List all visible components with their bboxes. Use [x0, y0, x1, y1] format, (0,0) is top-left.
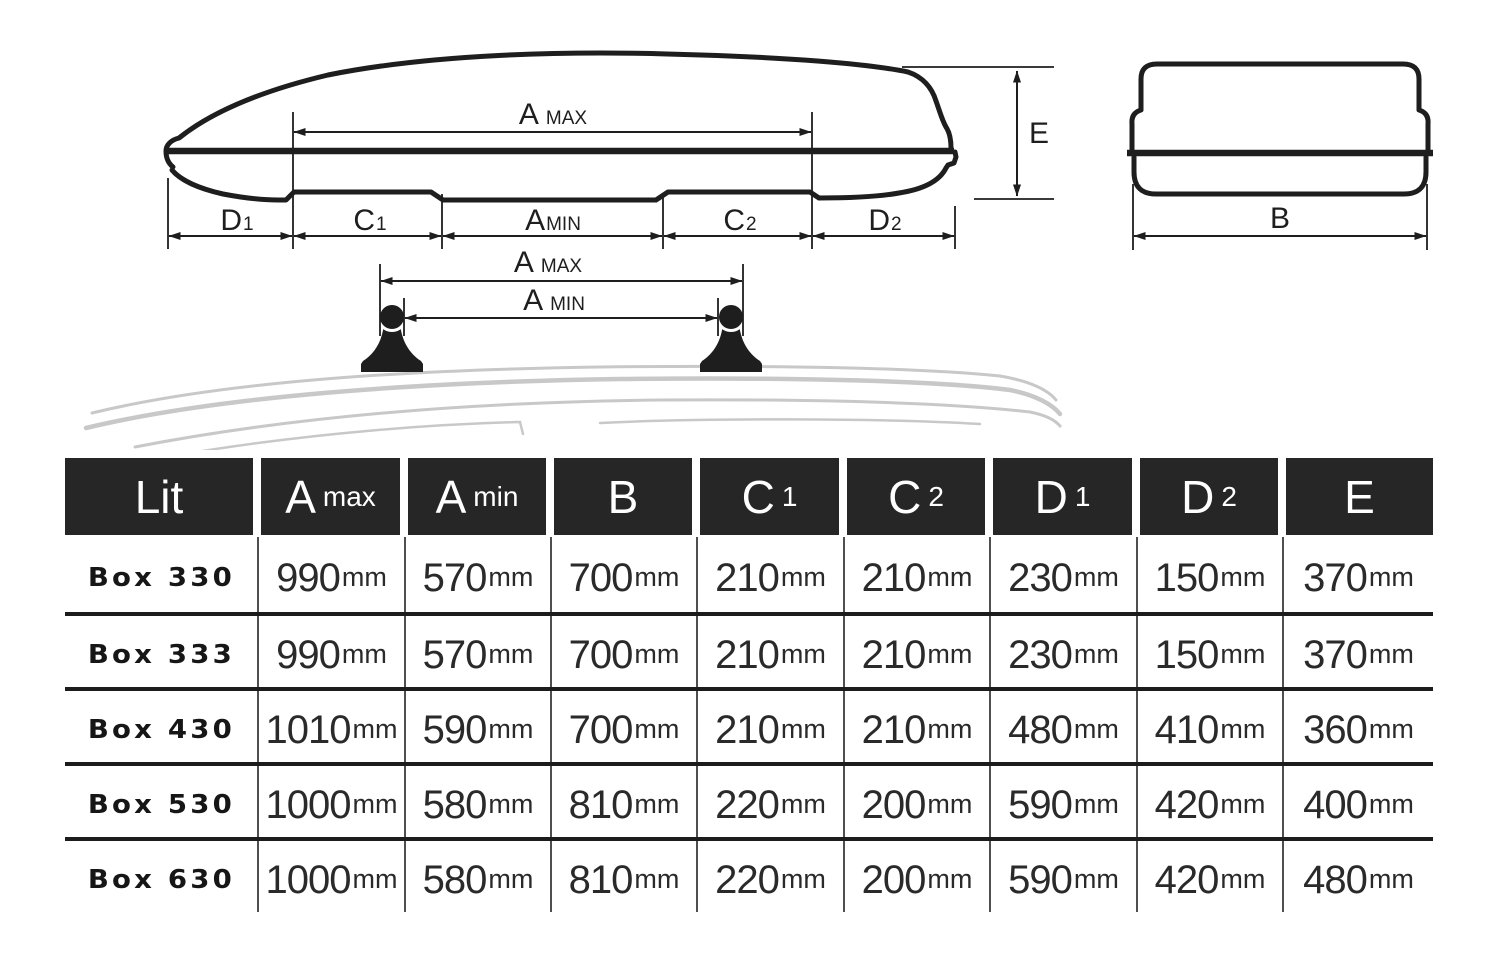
label-a-max-mount: AMAX [513, 246, 583, 279]
value-cell: 370 mm [1282, 616, 1433, 687]
col-header-e [1286, 458, 1433, 535]
value-cell: 700 mm [550, 537, 696, 612]
col-header-d2: D 2 [1140, 458, 1278, 535]
model-cell: Box 630 [87, 864, 235, 895]
header-label: D [1181, 470, 1215, 523]
header-label: A [435, 470, 467, 523]
value-cell: 210 mm [843, 537, 989, 612]
value-cell: 480 mm [989, 691, 1136, 762]
header-label: Lit [134, 470, 184, 523]
label-d1: D1 [220, 204, 254, 237]
value-cell: 810 mm [550, 766, 696, 837]
right-foot-knob [718, 304, 745, 331]
header-label: B [607, 470, 639, 523]
value-cell: 200 mm [843, 841, 989, 912]
value-cell: 230 mm [989, 537, 1136, 612]
value-cell: 420 mm [1136, 841, 1282, 912]
roof-panel-left-line [190, 422, 523, 450]
label-d2: D2 [868, 204, 902, 237]
table-body [65, 537, 1433, 912]
model-cell: Box 333 [87, 639, 235, 670]
table-row [65, 687, 1433, 762]
value-cell: 570 mm [404, 537, 550, 612]
col-header-a-max: A max [261, 458, 400, 535]
model-cell: Box 330 [87, 562, 235, 593]
header-label: C [741, 470, 775, 523]
value-cell: 810 mm [550, 841, 696, 912]
label-a-max-side: AMAX [518, 98, 588, 131]
value-cell: 590 mm [404, 691, 550, 762]
value-cell: 150 mm [1136, 537, 1282, 612]
value-cell: 1010 mm [257, 691, 404, 762]
value-cell: 1000 mm [257, 841, 404, 912]
value-cell: 230 mm [989, 616, 1136, 687]
roofbox-front-view [1127, 64, 1433, 194]
value-cell: 580 mm [404, 841, 550, 912]
col-header-c1: C 1 [700, 458, 839, 535]
label-b: B [1269, 202, 1291, 235]
value-cell: 220 mm [696, 766, 843, 837]
mount-dimensions [380, 246, 743, 336]
col-header-a-min: A min [408, 458, 546, 535]
value-cell: 590 mm [989, 841, 1136, 912]
value-cell: 700 mm [550, 616, 696, 687]
col-header-d1: D 1 [993, 458, 1132, 535]
value-cell: 220 mm [696, 841, 843, 912]
value-cell: 360 mm [1282, 691, 1433, 762]
table-row [65, 762, 1433, 837]
value-cell: 210 mm [843, 691, 989, 762]
label-e: E [1029, 117, 1050, 150]
value-cell: 990 mm [257, 616, 404, 687]
label-a-min-chain: AMIN [525, 204, 581, 237]
value-cell: 420 mm [1136, 766, 1282, 837]
table-row [65, 837, 1433, 912]
value-cell: 400 mm [1282, 766, 1433, 837]
value-cell: 590 mm [989, 766, 1136, 837]
value-cell: 210 mm [696, 691, 843, 762]
label-a-min-mount: AMIN [523, 284, 585, 317]
value-cell: 210 mm [696, 616, 843, 687]
table-row [65, 612, 1433, 687]
model-cell: Box 430 [87, 714, 235, 745]
value-cell: 150 mm [1136, 616, 1282, 687]
value-cell: 990 mm [257, 537, 404, 612]
col-header-b [554, 458, 692, 535]
left-foot-knob [379, 304, 406, 331]
value-cell: 370 mm [1282, 537, 1433, 612]
header-label: E [1344, 470, 1375, 523]
value-cell: 200 mm [843, 766, 989, 837]
value-cell: 480 mm [1282, 841, 1433, 912]
value-cell: 700 mm [550, 691, 696, 762]
value-cell: 410 mm [1136, 691, 1282, 762]
header-label: C [888, 470, 922, 523]
side-view-bottom-outline [172, 152, 956, 200]
value-cell: 580 mm [404, 766, 550, 837]
roof-panel-mid-line [600, 419, 980, 424]
front-view-lid-outline [1132, 64, 1428, 150]
value-cell: 210 mm [843, 616, 989, 687]
label-c1: C1 [353, 204, 387, 237]
label-c2: C2 [723, 204, 757, 237]
front-view-base-outline [1134, 157, 1426, 194]
col-header-c2: C 2 [847, 458, 985, 535]
model-cell: Box 530 [87, 789, 235, 820]
spec-table [65, 458, 1433, 912]
value-cell: 570 mm [404, 616, 550, 687]
table-row [65, 537, 1433, 612]
value-cell: 210 mm [696, 537, 843, 612]
header-label: D [1034, 470, 1068, 523]
car-roof-sketch [86, 366, 1060, 450]
col-header-lit [65, 458, 253, 535]
value-cell: 1000 mm [257, 766, 404, 837]
table-header-row [65, 458, 1433, 535]
dimension-diagram [0, 0, 1500, 450]
side-view-dimensions [168, 67, 1054, 249]
roof-rail-top-line [92, 366, 1056, 413]
header-label: A [285, 470, 316, 523]
